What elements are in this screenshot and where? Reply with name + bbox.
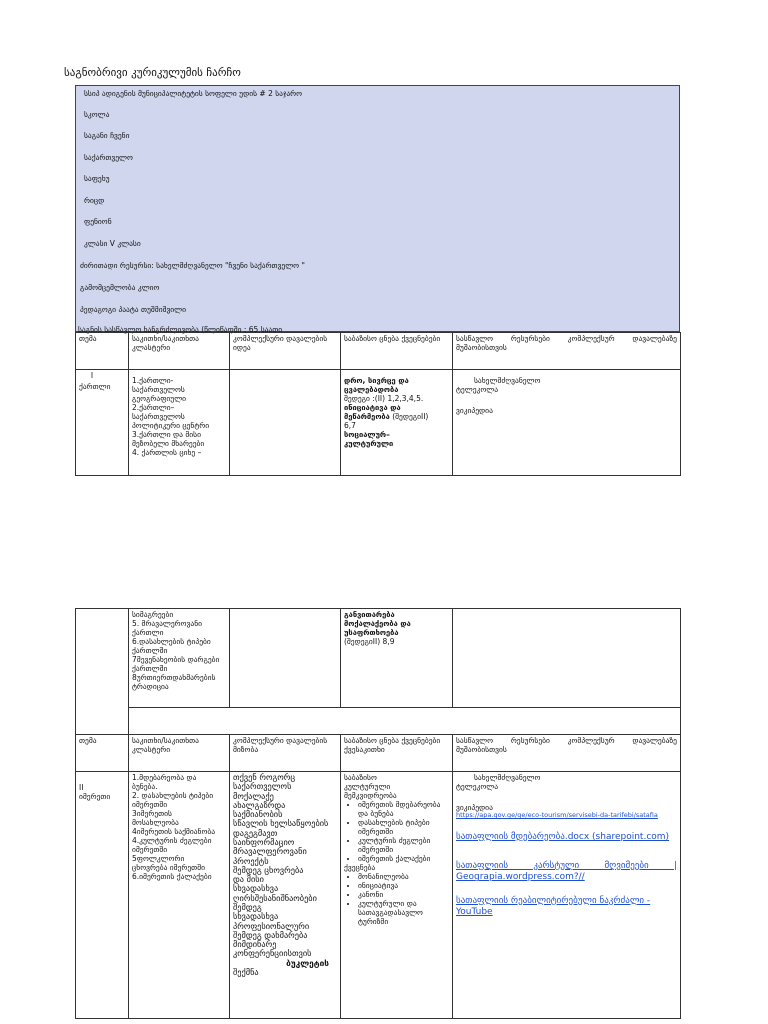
concept-line: საქართველოს: [132, 412, 185, 421]
concept-line: გეოგრაფიული: [132, 394, 187, 403]
task-line: მოქალაქე: [233, 790, 274, 801]
task-line: საქმიანობის: [233, 809, 283, 820]
course-duration: საგნის სასწავლო ხანგრძლივობა (წლიწადში : 65 საათი: [78, 325, 283, 334]
curriculum-header-box: [75, 85, 680, 332]
concept-line: 6.იმერეთის ქალაქები: [132, 872, 212, 881]
concept-line: ტრადიცია: [132, 682, 169, 691]
concept-line: ცხოვრება იმერეთში: [132, 863, 205, 872]
concept-line: 3.ქართლი და მისი: [132, 430, 201, 439]
table-header-row: [76, 333, 681, 370]
topic-cell: [76, 772, 129, 1019]
task-line: თქვენ როგორც: [233, 772, 296, 782]
task-line: მრავალფეროვანი: [233, 846, 307, 857]
task-line: სხვადასხვა: [233, 883, 279, 894]
concept-line: მოსახლეობა: [132, 818, 179, 827]
task-line: ღირსშესანიშნაობები: [233, 892, 317, 903]
task-line: საქართველოს: [233, 781, 292, 792]
task-idea-cell: [230, 609, 341, 708]
table-row: [76, 370, 681, 476]
header-task-idea: კომპლექსური დავალების იდეა: [230, 333, 341, 370]
grade-label: კლასი V კლასი: [84, 239, 141, 248]
field-label: რიცდ: [84, 196, 105, 205]
apa-link[interactable]: https://apa.gov.ge/ge/eco-tourism/servisebi-da-tarifebi/satafia: [456, 811, 658, 819]
main-resource: ძირითადი რესურსი: სახელმძღვანელო "ჩვენი საქართველო ": [80, 261, 305, 270]
resources-cell: [453, 609, 681, 708]
header-resources: სასწავლო რესურსები კომპლექსურ დავალებაზე მუშაობისთვის: [453, 333, 681, 370]
list-item: • კულტურული და სათავგადასავლო ტურიზმი: [358, 899, 449, 926]
key-concept-result: (შედეგიII): [392, 412, 429, 421]
key-concept-bold: ინიციატივა და: [344, 403, 401, 412]
sharepoint-link[interactable]: სათაფლიის მდებარეობა.docx (sharepoint.com): [456, 831, 670, 842]
task-booklet-bold: ბუკლეტის: [286, 957, 329, 968]
field-label-2: ფენიონ: [84, 217, 112, 226]
concepts-cell: [129, 609, 230, 708]
concept-line: 2. დასახლების ტიპები: [132, 791, 214, 800]
topic-number: II: [79, 783, 84, 792]
key-concepts-cell: [341, 772, 453, 1019]
concept-line: იმერეთში: [132, 800, 168, 809]
concept-line: ბუნება.: [132, 782, 158, 791]
youtube-link[interactable]: სათაფლიის რეაბილიტირებული ნაკრძალი - YouTube: [456, 895, 651, 917]
header-key-concepts: საბაზისო ცნება ქვეცნებები: [341, 333, 453, 370]
task-line: და მისი: [233, 874, 264, 885]
concept-line: 5ფოლკლორი: [132, 854, 185, 863]
school-label: სკოლა: [84, 110, 110, 119]
resource-wikipedia: ვიკიპედია: [456, 406, 493, 415]
task-idea-cell: [230, 370, 341, 476]
teacher-name: პედაგოგი პაატა თუშმიშვილი: [80, 305, 187, 314]
key-concept-bold: ცვალებადობა: [344, 385, 399, 394]
concept-line: 6.დასახლების ტიპები: [132, 637, 211, 646]
concept-line: 1.ქართლი-: [132, 376, 174, 385]
key-concept-list: [344, 800, 449, 863]
list-item: • კულტურის ძეგლები იმერეთში: [358, 836, 449, 854]
topic-cell: [76, 370, 129, 476]
header-topic: თემა: [76, 333, 129, 370]
key-concept-result: (შედეგიII) 8,9: [344, 637, 395, 646]
topic-cell: [76, 609, 129, 735]
concept-line: ქართლში: [132, 646, 168, 655]
header-topic: თემა: [76, 735, 129, 772]
list-item: • იმერეთის მდებარეობა და ბუნება: [358, 800, 449, 818]
header-resources: სასწავლო რესურსები კომპლექსურ დავალებაზე მუშაობისთვის: [453, 735, 681, 772]
spacer-row: [76, 708, 681, 735]
resource-textbook: სახელმძღვანელო: [474, 773, 541, 782]
key-concept-bold: უსაფრთხოება: [344, 628, 399, 637]
list-item: • იმერეთის ქალაქები: [358, 854, 449, 863]
list-item: • დასახლების ტიპები იმერეთში: [358, 818, 449, 836]
resources-cell: [453, 370, 681, 476]
list-item: • ინიციატივა: [358, 881, 449, 890]
concept-line: 4.კულტურის ძეგლები: [132, 836, 212, 845]
resource-textbook: სახელმძღვანელო: [474, 376, 541, 385]
concept-line: 4იმერეთის საქმიანობა: [132, 827, 216, 836]
list-item: • კანონი: [358, 890, 449, 899]
table-header-row: [76, 735, 681, 772]
key-concept-bold: დრო, სივრცე და: [344, 376, 409, 385]
subject-name: საქართველო: [84, 153, 133, 162]
concept-line: 2.ქართლი–: [132, 403, 175, 412]
concepts-cell: [129, 370, 230, 476]
task-line: საინფორმაციო: [233, 836, 295, 847]
key-concept-bold: მოქალაქეობა და: [344, 619, 411, 628]
key-concept-result: 6,7: [344, 421, 356, 430]
concept-line: 1.მდებარეობა და: [132, 773, 197, 782]
key-concept-line: საბაზისო: [344, 773, 377, 782]
task-line: შექმნა: [233, 966, 259, 977]
concept-line: პოლიტიკური ცენტრი: [132, 421, 210, 430]
header-task-goal: კომპლექსური დავალების მიზობა: [230, 735, 341, 772]
concept-line: ქართლში: [132, 664, 168, 673]
header-concepts: საკითხი/საკითხთა კლასტერი: [129, 735, 230, 772]
wordpress-link[interactable]: სათაფლიის კარსტული მღვიმეები | Geograpia.wordpress.com?//: [456, 861, 677, 883]
document-title: საგნობრივი კურიკულუმის ჩარჩო: [64, 66, 241, 79]
concepts-cell: [129, 772, 230, 1019]
resources-cell: [453, 772, 681, 1019]
publisher: გამომცემლობა კლიო: [80, 283, 160, 292]
resource-teleschool: ტელეკოლა: [456, 385, 499, 394]
task-cell: [230, 772, 341, 1019]
concept-line: საქართველოს: [132, 385, 185, 394]
task-line: შემდეგ ცხოვრება: [233, 864, 304, 875]
table-row: [76, 772, 681, 1019]
task-line: მიმდინარე: [233, 939, 277, 950]
key-concept-bold: სოციალურ–: [344, 430, 390, 439]
table-row: [76, 609, 681, 708]
header-key-concepts: საბაზისო ცნება ქვეცნებები ქვესაკითხი: [341, 735, 453, 772]
list-item: • მონანილეობა: [358, 872, 449, 881]
school-name: სსიპ ადიგენის მუნიციპალიტეტის სოფელი უდის # 2 საჯარო: [84, 89, 303, 98]
task-line: სხვადასხვა: [233, 911, 279, 922]
task-line: პროფესიონალური: [233, 920, 310, 931]
key-concept-bold: მეწარმეობა: [344, 412, 390, 421]
key-concept-bold: განვითარება: [344, 610, 395, 619]
key-concept-result: შედეგი :(II) 1,2,3,4,5.: [344, 394, 424, 403]
topic-name: ქართლი: [79, 382, 111, 391]
concept-line: 7მევენახეობის დარგები: [132, 655, 220, 664]
resource-wikipedia: ვიკიპედია: [456, 803, 493, 812]
curriculum-table-1: [75, 332, 681, 476]
key-subconcept-list: [344, 872, 449, 926]
task-line: კონფერენციისთვის: [233, 948, 312, 959]
topic-name: იმერეთი: [79, 792, 111, 801]
task-line: შემდეგ დახმარება: [233, 929, 308, 940]
concept-line: 5. მრავალეროვანი: [132, 619, 203, 628]
concept-line: ქართლი: [132, 628, 164, 637]
key-concepts-cell: [341, 609, 453, 708]
concept-line: 8ურთიერთდახმარების: [132, 673, 216, 682]
key-concept-line: კულტურული: [344, 782, 391, 791]
curriculum-table-2: [75, 608, 681, 1019]
topic-number: I: [90, 371, 94, 380]
concept-line: 3იმერეთის: [132, 809, 172, 818]
concept-line: სიმაგრეები: [132, 610, 174, 619]
subject-label: საგანი ჩვენი: [84, 131, 130, 140]
task-line: დაგეგმავთ: [233, 827, 278, 838]
key-concepts-cell: [341, 370, 453, 476]
task-line: ახალგაზრდა: [233, 799, 286, 810]
key-subconcept-label: ქვეცნება: [344, 863, 376, 872]
key-concept-line: მემკვიდრეობა: [344, 791, 397, 800]
concept-line: მეზობელი მხარეები: [132, 439, 205, 448]
concept-line: 4. ქართლის ციხე –: [132, 448, 202, 457]
concept-line: იმერეთში: [132, 845, 168, 854]
task-line: შემდეგ: [233, 901, 262, 912]
header-concepts: საკითხი/საკითხთა კლასტერი: [129, 333, 230, 370]
level-label: საფეხუ: [84, 174, 110, 183]
key-concept-bold: კულტურული: [344, 439, 394, 448]
resource-teleschool: ტელეკოლა: [456, 782, 499, 791]
spacer-cell: [129, 708, 681, 735]
task-line: პროექტს: [233, 855, 269, 866]
task-line: სწავლის ხელსაწყოების: [233, 818, 329, 829]
